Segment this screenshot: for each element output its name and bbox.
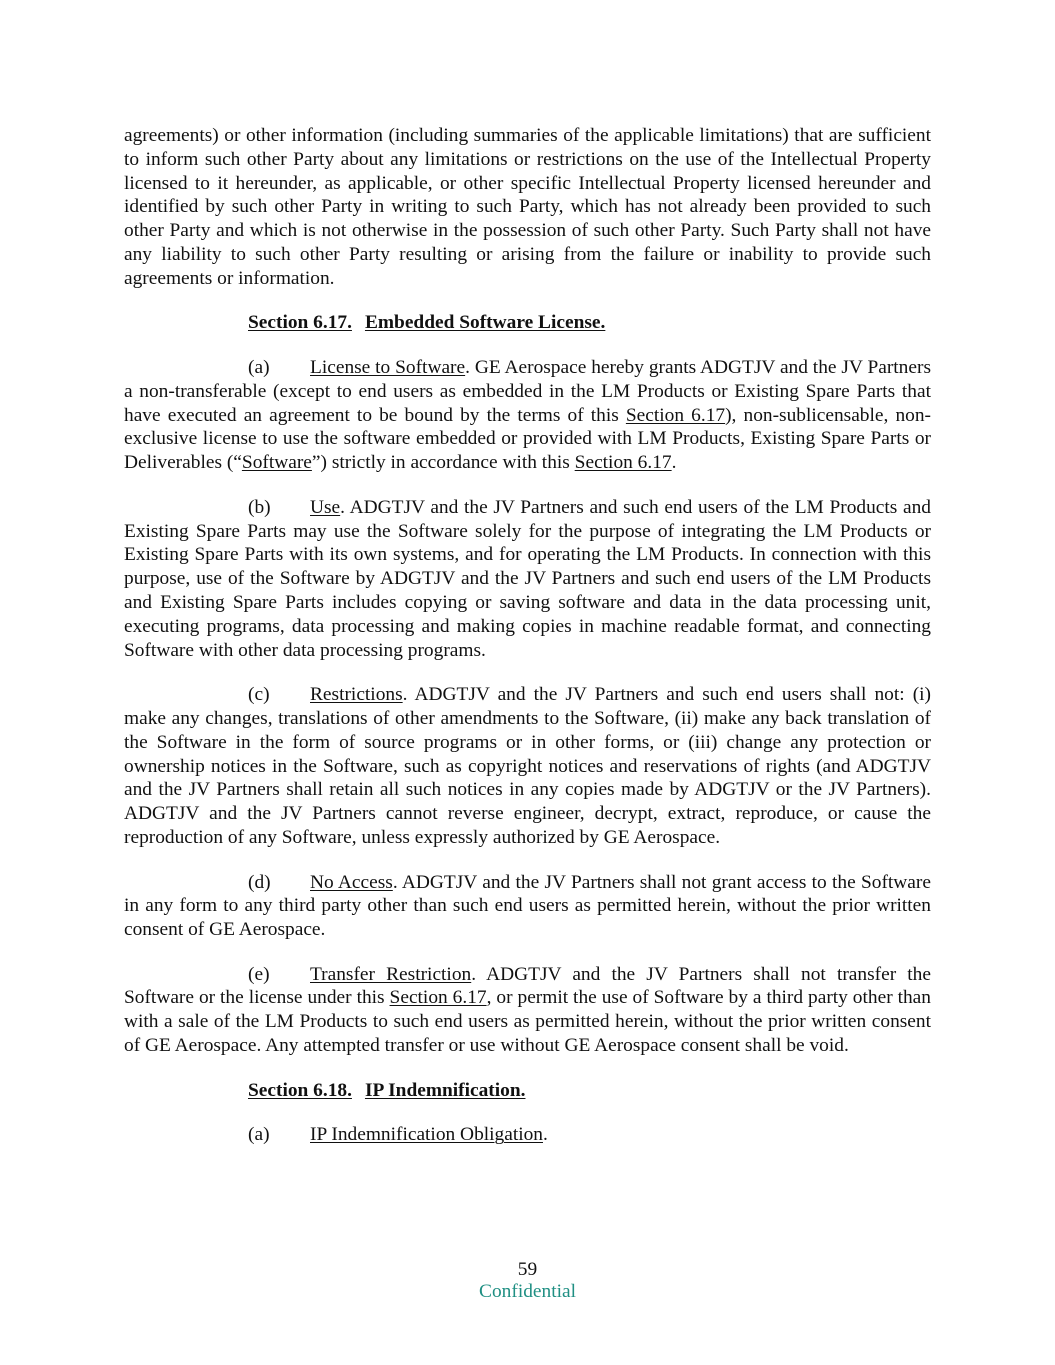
section-reference: Section 6.17 — [389, 987, 487, 1009]
clause-label: (e) — [248, 963, 270, 985]
intro-paragraph: agreements) or other information (including summaries of the applicable limitations) that are sufficient to inform such other Party about any limitations or restrictions on the use of the Intellectual Property licensed to it hereunder, as applicable, or other specific Intellectual Property licensed hereunder and identified by such other Party in writing to such Party, which has not already been provided to such other Party and which is not otherwise in the possession of such other Party. Such Party shall not have any liability to such other Party resulting or arising from the failure or inability to provide such agreements or information. — [124, 125, 931, 289]
defined-term: Software — [241, 452, 312, 474]
clause-label: (a) — [248, 1124, 270, 1146]
clause-6-17-c: (c) Restrictions. ADGTJV and the JV Partners and such end users shall not: (i) make any changes, translations of other amendments to the Software, (ii) make any back translation of the Software in the form of source programs or in other forms, or (iii) change any protection or ownership notices in the Software, such as copyright notices and reservations of rights (and ADGTJV and the JV Partners shall retain all such notices in any copies made by ADGTJV or the JV Partners). ADGTJV and the JV Partners cannot reverse engineer, decrypt, extract, reproduce, or cause the reproduction of any Software, unless expressly authorized by GE Aerospace. — [124, 684, 931, 848]
clause-6-17-e: (e) Transfer Restriction. ADGTJV and the JV Partners shall not transfer the Software or the license under this Section 6.17, or permit the use of Software by a third party other than with a sale of the LM Products to such end users as permitted herein, without the prior written consent of GE Aerospace. Any attempted transfer or use without GE Aerospace consent shall be void. — [124, 963, 931, 1057]
section-reference: Section 6.17 — [574, 452, 672, 474]
document-body — [124, 124, 931, 1168]
clause-6-17-d: (d) No Access. ADGTJV and the JV Partners shall not grant access to the Software in any form to any third party other than such end users as permitted herein, without the prior written consent of GE Aerospace. — [124, 871, 931, 941]
section-reference: Section 6.17 — [625, 404, 726, 426]
clause-heading: Transfer Restriction — [310, 963, 472, 985]
clause-heading: License to Software — [310, 356, 466, 378]
clause-label: (c) — [248, 684, 270, 706]
clause-label: (a) — [248, 356, 270, 378]
section-number: Section 6.17. — [248, 312, 352, 334]
clause-6-18-a: (a) IP Indemnification Obligation. — [248, 1124, 548, 1146]
page-number: 59 — [517, 1259, 538, 1280]
clause-6-17-a: (a) License to Software. GE Aerospace hereby grants ADGTJV and the JV Partners a non-transferable (except to end users as embedded in the LM Products or Existing Spare Parts that have executed an agreement to be bound by the terms of this Section 6.17), non-sublicensable, non-exclusive license to use the software embedded or provided with LM Products, Existing Spare Parts or Deliverables (“Software”) strictly in accordance with this Section 6.17. — [124, 356, 931, 474]
clause-heading: No Access — [310, 871, 393, 893]
clause-label: (b) — [248, 496, 271, 518]
clause-heading: Use — [310, 496, 341, 518]
confidential-label: Confidential — [479, 1281, 576, 1302]
section-number: Section 6.18. — [248, 1079, 352, 1101]
clause-label: (d) — [248, 871, 271, 893]
clause-6-17-b: (b) Use. ADGTJV and the JV Partners and such end users of the LM Products and Existing Spare Parts may use the Software solely for the purpose of integrating the LM Products or Existing Spare Parts with its own systems, and for operating the LM Products. In connection with this purpose, use of the Software by ADGTJV and the JV Partners and such end users of the LM Products and Existing Spare Parts includes copying or saving software and data in the data processing unit, executing programs, data processing and making copies in machine readable format, and connecting Software with other data processing programs. — [124, 496, 931, 661]
section-title: IP Indemnification. — [364, 1079, 526, 1101]
section-6-18-heading — [248, 1079, 931, 1103]
clause-heading: Restrictions — [310, 684, 403, 706]
section-title: Embedded Software License. — [364, 312, 606, 334]
clause-heading: IP Indemnification Obligation — [310, 1124, 543, 1146]
section-6-17-heading — [248, 311, 931, 335]
